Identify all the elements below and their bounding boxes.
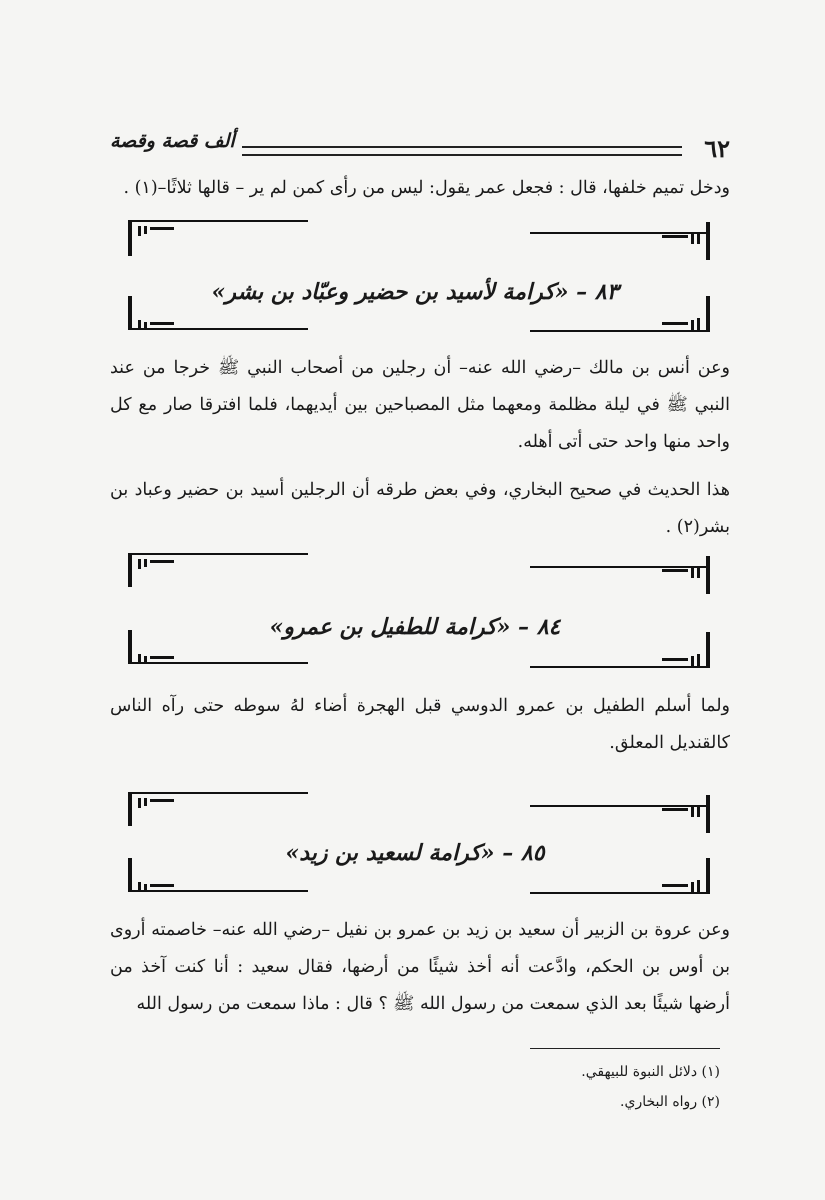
book-title: ألف قصة وقصة <box>110 130 235 152</box>
page-number: ٦٢ <box>704 134 730 163</box>
ornament-bottom-left <box>128 858 308 898</box>
ornament-bottom-right <box>530 296 710 336</box>
paragraph: هذا الحديث في صحيح البخاري، وفي بعض طرقه أن الرجلين أسيد بن حضير وعباد بن بشر(٢) . <box>110 480 730 537</box>
ornament-bottom-left <box>128 296 308 336</box>
ornament-top-left <box>128 220 308 260</box>
section-heading-85: ٨٥ – «كرامة لسعيد بن زيد» <box>285 840 545 866</box>
ornament-bottom-right <box>530 632 710 672</box>
ornament-top-right <box>530 556 710 596</box>
section-heading-83: ٨٣ – «كرامة لأسيد بن حضير وعبّاد بن بشر» <box>211 279 619 305</box>
ornament-top-right <box>530 222 710 262</box>
paragraph: وعن أنس بن مالك –رضي الله عنه– أن رجلين من أصحاب النبي ﷺ خرجا من عند النبي ﷺ في ليلة مظلمة ومعهما مثل المصباحين بين أيديهما، فلما افترقا صار مع كل واحد منها واحد حتى أتى أهله. <box>110 358 730 452</box>
header-rule <box>242 146 682 156</box>
footnote-rule <box>530 1048 720 1049</box>
ornament-top-right <box>530 795 710 835</box>
ornament-bottom-right <box>530 858 710 898</box>
ornament-top-left <box>128 792 308 832</box>
ornament-bottom-left <box>128 630 308 670</box>
intro-line: ودخل تميم خلفها، قال : فجعل عمر يقول: ليس من رأى كمن لم ير – قالها ثلاثًا–(١) . <box>123 178 730 198</box>
paragraph: وعن عروة بن الزبير أن سعيد بن زيد بن عمرو بن نفيل –رضي الله عنه– خاصمته أروى بن أوس بن الحكم، وادَّعت أنه أخذ شيئًا من أرضها، فقال سعيد : أنا كنت آخذ من أرضها شيئًا بعد الذي سمعت من رسول الله ﷺ ؟ قال : ماذا سمعت من رسول الله <box>110 920 730 1014</box>
page-header <box>110 130 730 170</box>
section-heading-84: ٨٤ – «كرامة للطفيل بن عمرو» <box>269 614 561 640</box>
footnote: (١) دلائل النبوة للبيهقي. <box>581 1064 720 1080</box>
ornament-top-left <box>128 553 308 593</box>
footnote: (٢) رواه البخاري. <box>620 1094 720 1110</box>
paragraph: ولما أسلم الطفيل بن عمرو الدوسي قبل الهجرة أضاء لهُ سوطه حتى رآه الناس كالقنديل المعلق. <box>110 696 730 753</box>
